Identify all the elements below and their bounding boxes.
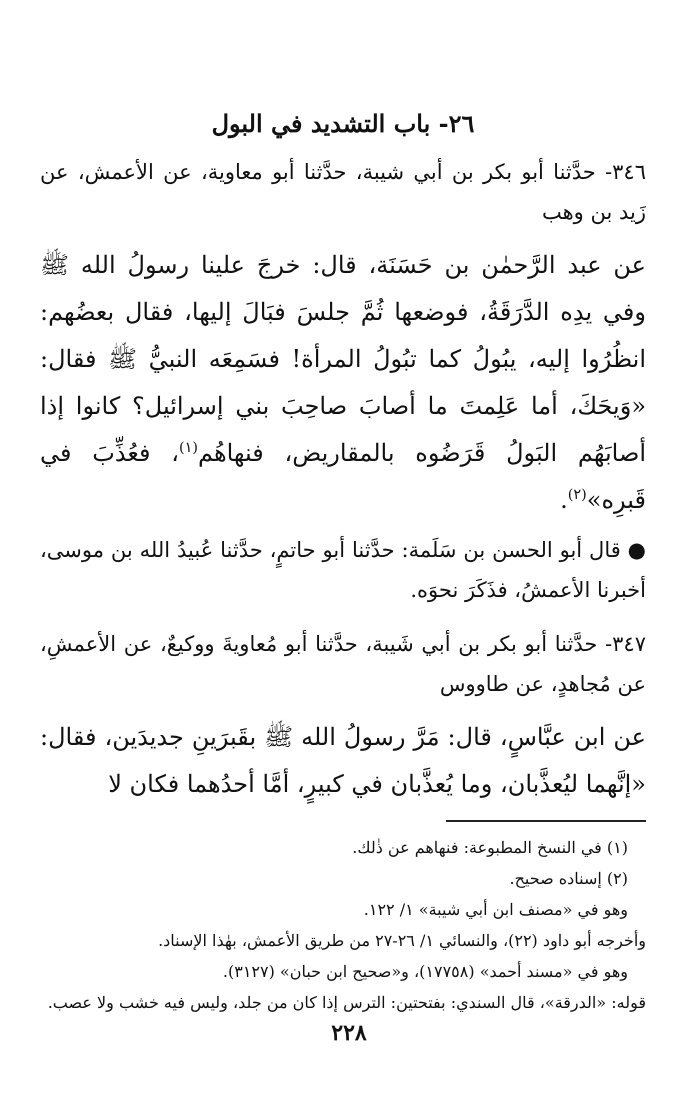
footnote-divider [446, 820, 646, 822]
hadith-346-matn-end: . [560, 486, 568, 514]
footnote-2-source: وهو في «مصنف ابن أبي شيبة» ١/ ١٢٢. [363, 900, 628, 919]
hadith-346-matn-part-a: عن عبد الرَّحمٰن بن حَسَنَة، قال: خرجَ علينا رسولُ الله ﷺ وفي يدِه الدَّرَقَةُ، فوضعها ثُمَّ جلسَ فبَالَ إليها، فقال بعضُهم: انظُرُوا إليه، يبُولُ كما تبُولُ المرأة! فسَمِعَه النبيُّ ﷺ فقال: «وَيحَكَ، أما عَلِمتَ ما أصابَ صاحِبَ بني إسرائيل؟ كانوا إذا أصابَهُم البَولُ قَرَضُوه بالمقاريض، فنهاهُم [40, 251, 646, 467]
footnote-2-gloss: قوله: «الدرقة»، قال السندي: بفتحتين: الترس إذا كان من جلد، وليس فيه خشب ولا عصب. [47, 993, 646, 1012]
hadith-347-isnad: ٣٤٧- حدَّثنا أبو بكر بن أبي شَيبة، حدَّثنا أبو مُعاويةَ ووكيعٌ، عن الأعمشِ، عن مُجاهدٍ، عن طاووس [40, 632, 646, 696]
hadith-347-matn: عن ابن عبَّاسٍ، قال: مَرَّ رسولُ الله ﷺ بقَبرَينِ جديدَين، فقال: «إنَّهما ليُعذَّبان، وما يُعذَّبان في كبيرٍ، أمَّا أحدُهما فكان لا [40, 723, 646, 798]
hadith-346-matn [40, 242, 646, 524]
chapter-title: ٢٦- باب التشديد في البول [211, 109, 475, 138]
footnote-1: (١) في النسخ المطبوعة: فنهاهم عن ذٰلك. [352, 838, 628, 857]
footnote-ref-2: (٢) [567, 487, 587, 503]
footnote-2-takhrij: وأخرجه أبو داود (٢٢)، والنسائي ١/ ٢٦-٢٧ من طريق الأعمش، بهٰذا الإسناد. [158, 931, 646, 950]
narrator-note: ● قال أبو الحسن بن سَلَمة: حدَّثنا أبو حاتمٍ، حدَّثنا عُبيدُ الله بن موسى، أخبرنا الأعمشُ، فذَكَرَ نحوَه. [40, 538, 646, 602]
page-number: ٢٢٨ [331, 1020, 367, 1046]
footnote-ref-1: (١) [179, 440, 198, 456]
footnote-2-musnad: وهو في «مسند أحمد» (١٧٧٥٨)، و«صحيح ابن حبان» (٣١٢٧). [222, 962, 628, 981]
footnotes [40, 832, 646, 1018]
footnote-2: (٢) إسناده صحيح. [509, 869, 628, 888]
hadith-346-isnad: ٣٤٦- حدَّثنا أبو بكر بن أبي شيبة، حدَّثنا أبو معاوية، عن الأعمش، عن زَيد بن وهب [40, 160, 646, 224]
hadith-346-matn-part-b: ، فعُذِّبَ في قَبرِه» [40, 439, 646, 514]
